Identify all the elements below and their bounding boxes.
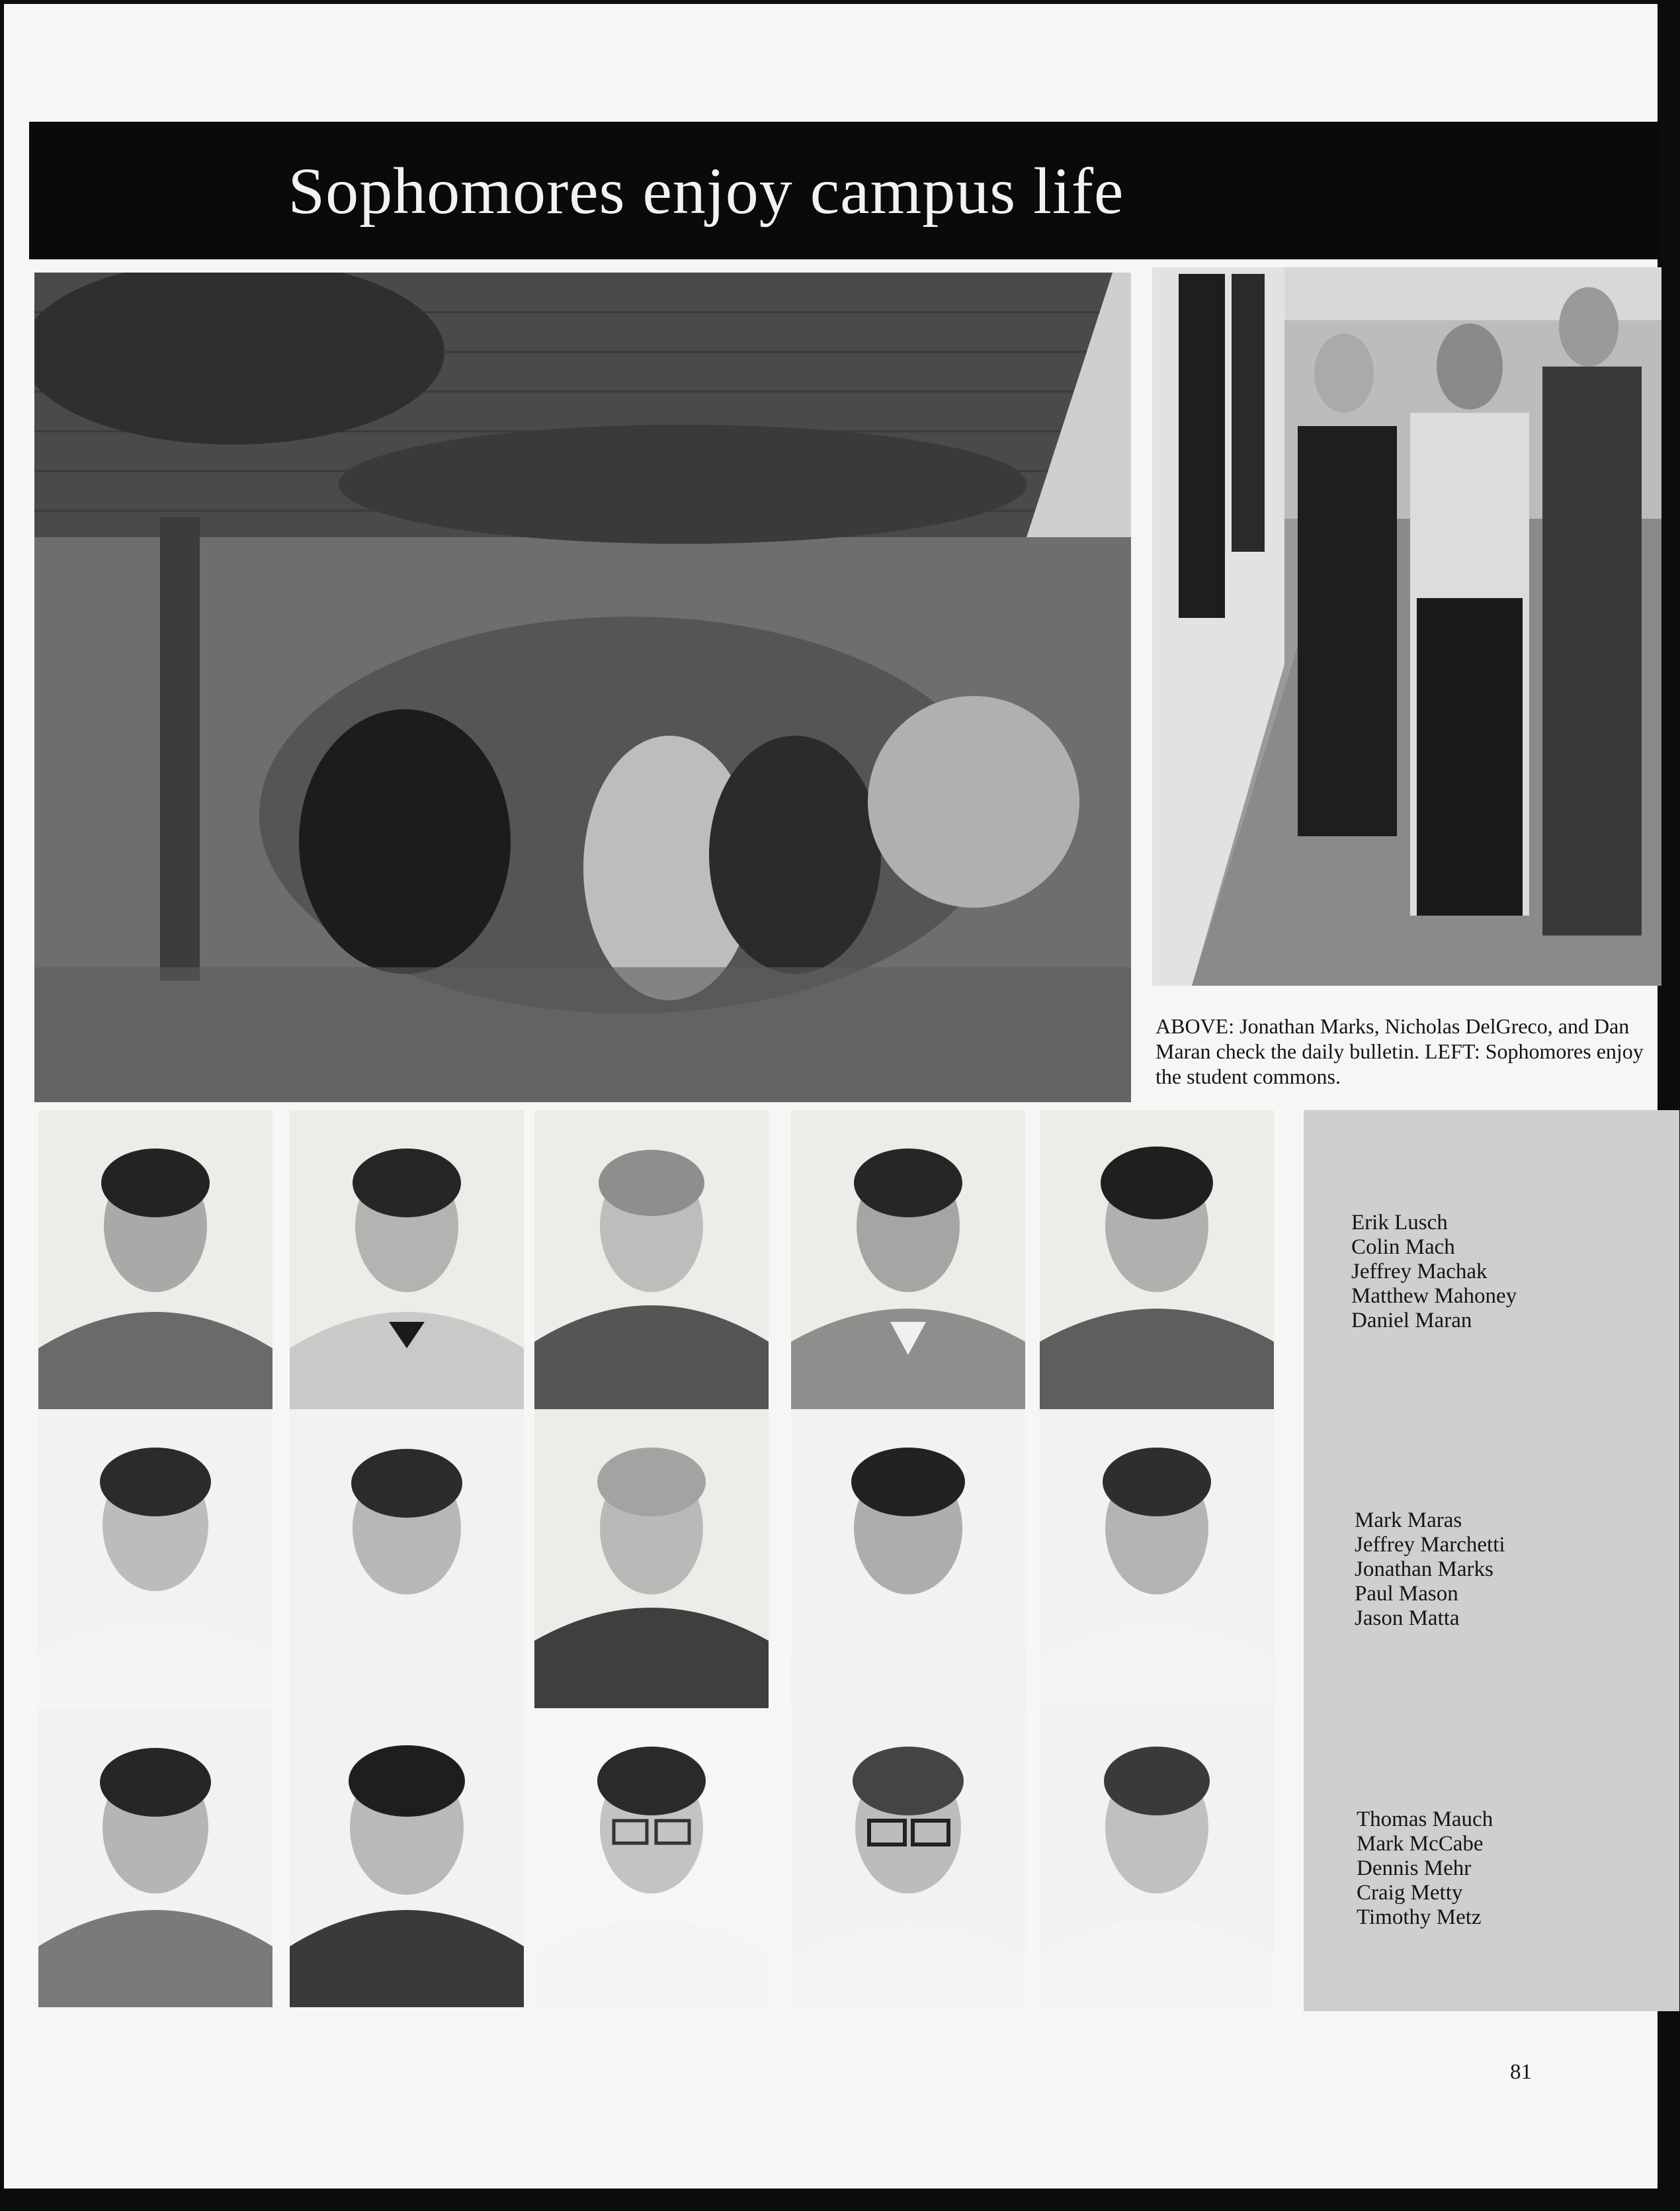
student-name: Thomas Mauch <box>1357 1807 1493 1831</box>
student-portrait <box>38 1708 273 2007</box>
student-name: Matthew Mahoney <box>1351 1284 1517 1308</box>
student-portrait <box>290 1110 524 1409</box>
student-name: Jonathan Marks <box>1355 1557 1493 1581</box>
student-name: Mark McCabe <box>1357 1832 1484 1856</box>
yearbook-page <box>4 4 1658 2189</box>
student-portrait <box>534 1110 769 1409</box>
student-name: Daniel Maran <box>1351 1309 1472 1332</box>
name-list-row-2 <box>1355 1508 1505 1631</box>
title-banner <box>29 122 1661 259</box>
student-name: Paul Mason <box>1355 1582 1458 1606</box>
student-portrait <box>290 1708 524 2007</box>
student-portrait <box>38 1409 273 1708</box>
name-list-row-1 <box>1351 1211 1517 1333</box>
student-portrait <box>534 1708 769 2007</box>
student-portrait <box>1040 1110 1274 1409</box>
student-portrait <box>791 1708 1025 2007</box>
student-portrait <box>290 1409 524 1708</box>
group-photo-image <box>34 273 1131 1102</box>
student-portrait <box>1040 1409 1274 1708</box>
student-name: Mark Maras <box>1355 1508 1462 1532</box>
hallway-photo-image <box>1152 267 1661 986</box>
student-name: Colin Mach <box>1351 1235 1455 1259</box>
student-portrait <box>38 1110 273 1409</box>
page-title: Sophomores enjoy campus life <box>288 153 1124 228</box>
student-portrait <box>791 1110 1025 1409</box>
student-name: Dennis Mehr <box>1357 1856 1472 1880</box>
student-portrait <box>1040 1708 1274 2007</box>
student-name: Jeffrey Marchetti <box>1355 1533 1505 1557</box>
name-list-row-3 <box>1357 1807 1493 1930</box>
student-name: Jason Matta <box>1355 1606 1460 1630</box>
student-portrait <box>791 1409 1025 1708</box>
names-panel <box>1304 1110 1679 2011</box>
page-number: 81 <box>1510 2060 1532 2084</box>
photo-caption: ABOVE: Jonathan Marks, Nicholas DelGreco, and Dan Maran check the daily bulletin. LEFT: Sophomores enjoy the student commons. <box>1155 1014 1644 1088</box>
student-name: Timothy Metz <box>1357 1905 1482 1929</box>
student-name: Jeffrey Machak <box>1351 1260 1488 1283</box>
student-portrait <box>534 1409 769 1708</box>
student-name: Erik Lusch <box>1351 1211 1448 1235</box>
student-name: Craig Metty <box>1357 1881 1463 1905</box>
